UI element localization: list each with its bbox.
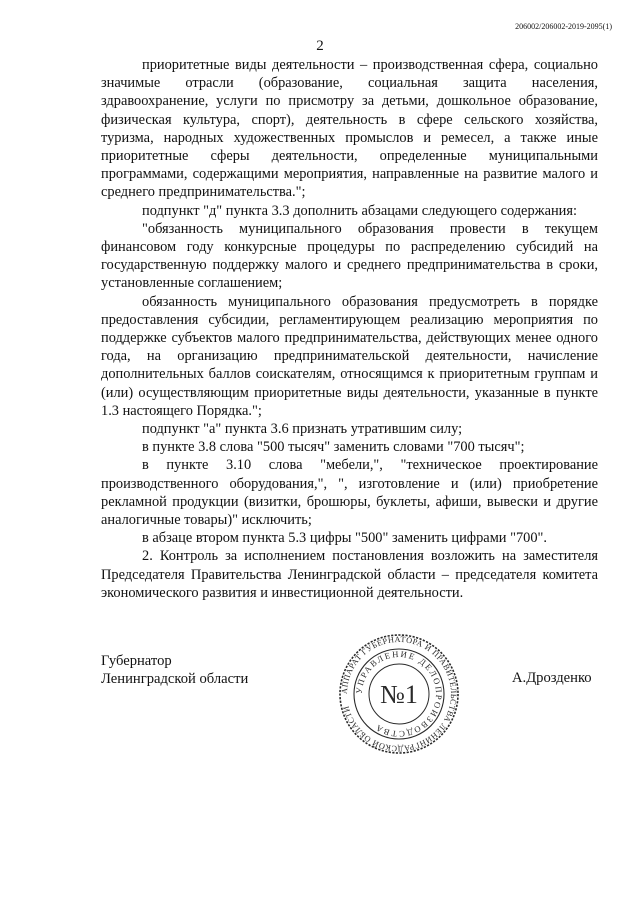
paragraph-obligation-contest: "обязанность муниципального образования провести в текущем финансовом году конкурсные процедуры по распределению субсидий на государственную поддержку малого и среднего предпринимательства в сроки, установленные соглашением; xyxy=(101,220,598,292)
signatory-title-line2: Ленинградской области xyxy=(101,671,249,688)
paragraph-point-5-3: в абзаце втором пункта 5.3 цифры "500" заменить цифрами "700". xyxy=(142,530,548,547)
page-number: 2 xyxy=(316,38,324,54)
signatory-name: А.Дрозденко xyxy=(512,670,592,686)
paragraph-obligation-order: обязанность муниципального образования предусмотреть в порядке предоставления субсидии, регламентирующем реализацию мероприятия по поддержке субъектов малого предпринимательства, действующих менее одного года, на организацию предпринимательской деятельности, начисление дополнительных баллов соискателям, относящимся к приоритетным группам и (или) осуществляющим приоритетные виды деятельности, указанные в пункте 1.3 настоящего Порядка."; xyxy=(101,293,598,419)
paragraph-subitem-d: подпункт "д" пункта 3.3 дополнить абзацами следующего содержания: xyxy=(142,202,577,219)
seal-inner-text: УПРАВЛЕНИЕ ДЕЛОПРОИЗВОДСТВА xyxy=(353,648,445,740)
signatory-title xyxy=(101,652,248,689)
official-seal-stamp xyxy=(338,633,460,755)
signatory-title-line1: Губернатор xyxy=(101,653,172,669)
document-id: 206002/206002-2019-2095(1) xyxy=(515,22,612,31)
document-body xyxy=(101,56,598,602)
paragraph-subitem-a: подпункт "а" пункта 3.6 признать утратившим силу; xyxy=(142,421,463,438)
paragraph-point-3-8: в пункте 3.8 слова "500 тысяч" заменить словами "700 тысяч"; xyxy=(142,439,525,456)
paragraph-priority-activities: приоритетные виды деятельности – производственная сфера, социально значимые отрасли (образование, социальная защита населения, здравоохранение, услуги по присмотру за детьми, дошкольное образование, физическая культура, спорт), деятельность в сфере сельского хозяйства, туризма, народных художественных промыслов и ремесел, а также иные приоритетные сферы деятельности, определенные муниципальными программами, содержащими мероприятия, направленные на развитие малого и среднего предпринимательства."; xyxy=(101,57,598,201)
paragraph-point-3-10: в пункте 3.10 слова "мебели,", "техническое проектирование производственного оборудования,", ", изготовление и (или) приобретение рекламной продукции (визитки, брошюры, буклеты, афиши, вывески и другие аналогичные товары)" исключить; xyxy=(101,457,598,529)
seal-outer-text: АППАРАТ ГУБЕРНАТОРА И ПРАВИТЕЛЬСТВА ЛЕНИНГРАДСКОЙ ОБЛАСТИ xyxy=(339,634,459,754)
paragraph-control: 2. Контроль за исполнением постановления возложить на заместителя Председателя Правительства Ленинградской области – председателя комитета экономического развития и инвестиционной деятельности. xyxy=(101,548,598,601)
seal-center-number: №1 xyxy=(380,680,418,709)
